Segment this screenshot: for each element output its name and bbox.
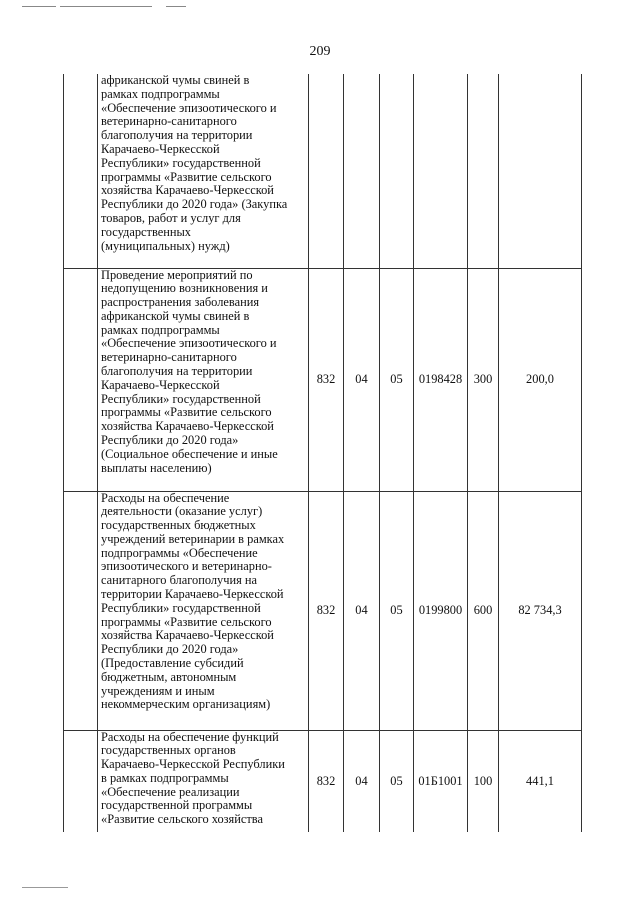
- section-code-cell: 04: [344, 491, 380, 730]
- row-number-cell: [64, 491, 98, 730]
- expense-type-cell: 600: [468, 491, 499, 730]
- target-code-cell: 0198428: [414, 268, 468, 491]
- description-cell: Проведение мероприятий по недопущению возникновения и распространения заболевания африканской чумы свиней в рамках подпрограммы «Обеспечение эпизоотического и ветеринарно-санитарного благополучия на территории Карачаево-Черкесской Республики» государственной программы «Развитие сельского хозяйства Карачаево-Черкесской Республики до 2020 года» (Социальное обеспечение и иные выплаты населению): [98, 268, 309, 491]
- table-row: [64, 491, 582, 730]
- amount-cell: 82 734,3: [499, 491, 582, 730]
- scan-mark: [22, 6, 56, 7]
- subsection-code-cell: [380, 74, 414, 268]
- row-number-cell: [64, 74, 98, 268]
- section-code-cell: 04: [344, 730, 380, 832]
- scan-mark: [60, 6, 152, 7]
- target-code-cell: 01Б1001: [414, 730, 468, 832]
- section-code-cell: [344, 74, 380, 268]
- table-row: [64, 268, 582, 491]
- amount-cell: 441,1: [499, 730, 582, 832]
- description-cell: африканской чумы свиней в рамках подпрограммы «Обеспечение эпизоотического и ветеринарно-санитарного благополучия на территории Карачаево-Черкесской Республики» государственной программы «Развитие сельского хозяйства Карачаево-Черкесской Республики до 2020 года» (Закупка товаров, работ и услуг для государственных (муниципальных) нужд): [98, 74, 309, 268]
- row-number-cell: [64, 730, 98, 832]
- amount-cell: [499, 74, 582, 268]
- description-cell: Расходы на обеспечение деятельности (оказание услуг) государственных бюджетных учреждений ветеринарии в рамках подпрограммы «Обеспечение эпизоотического и ветеринарно- санитарного благополучия на территории Карачаево-Черкесской Республики» государственной программы «Развитие сельского хозяйства Карачаево-Черкесской Республики до 2020 года» (Предоставление субсидий бюджетным, автономным учреждениям и иным некоммерческим организациям): [98, 491, 309, 730]
- row-number-cell: [64, 268, 98, 491]
- expense-type-cell: 100: [468, 730, 499, 832]
- expense-type-cell: 300: [468, 268, 499, 491]
- table-row: [64, 74, 582, 268]
- budget-table: [63, 74, 582, 832]
- subsection-code-cell: 05: [380, 268, 414, 491]
- page-number: 209: [309, 44, 331, 59]
- subsection-code-cell: 05: [380, 491, 414, 730]
- description-cell: Расходы на обеспечение функций государственных органов Карачаево-Черкесской Республики в рамках подпрограммы «Обеспечение реализации государственной программы «Развитие сельского хозяйства: [98, 730, 309, 832]
- scan-mark: [22, 887, 68, 888]
- target-code-cell: [414, 74, 468, 268]
- ministry-code-cell: 832: [309, 730, 344, 832]
- subsection-code-cell: 05: [380, 730, 414, 832]
- expense-type-cell: [468, 74, 499, 268]
- section-code-cell: 04: [344, 268, 380, 491]
- target-code-cell: 0199800: [414, 491, 468, 730]
- table-row: [64, 730, 582, 832]
- scan-mark: [166, 6, 186, 7]
- ministry-code-cell: 832: [309, 491, 344, 730]
- ministry-code-cell: [309, 74, 344, 268]
- ministry-code-cell: 832: [309, 268, 344, 491]
- amount-cell: 200,0: [499, 268, 582, 491]
